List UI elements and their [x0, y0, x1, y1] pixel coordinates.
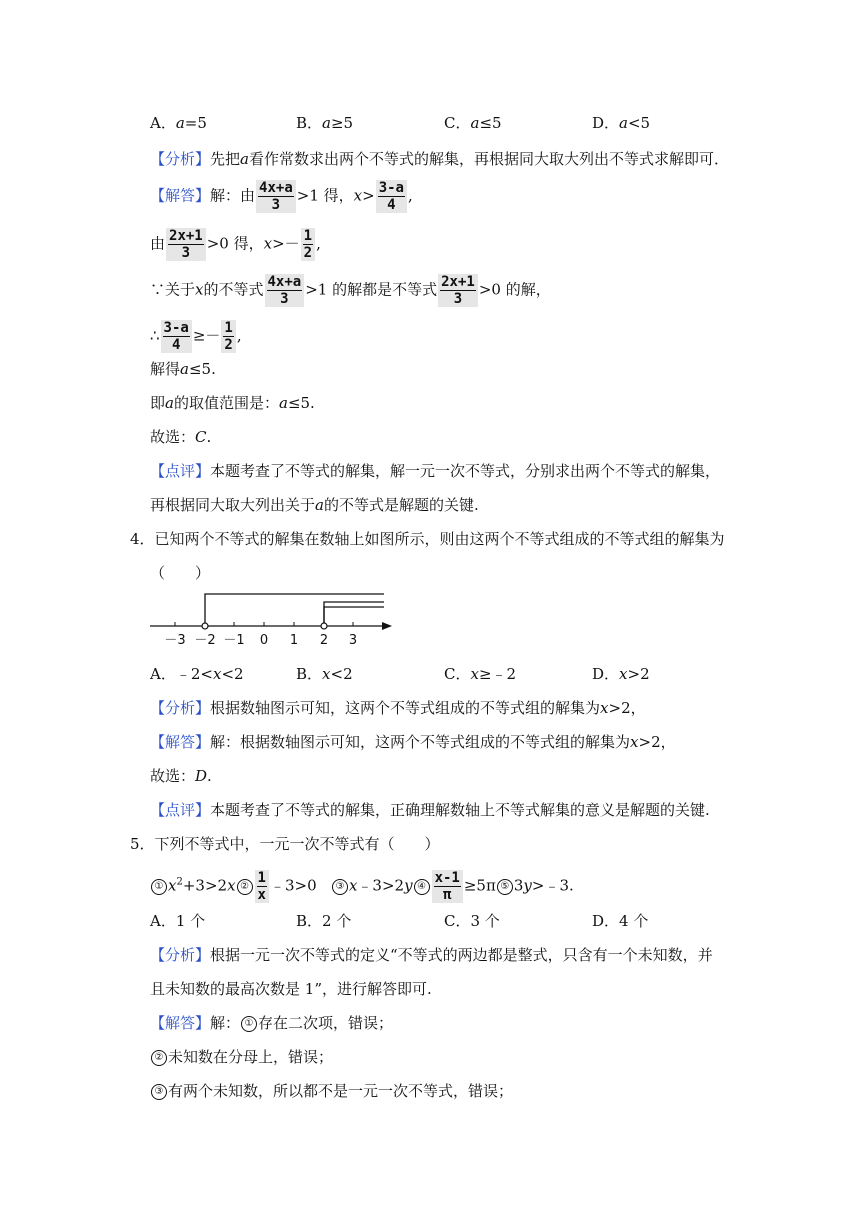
text: 再根据同大取大列出关于: [150, 496, 316, 514]
text: 的不等式是解题的关键.: [323, 496, 479, 514]
option-label: A．: [150, 665, 176, 683]
solution-line-1: [150, 180, 413, 213]
text: 解：由: [210, 186, 256, 205]
option-a: [150, 112, 207, 134]
math-var: a: [278, 394, 288, 412]
text: 4．已知两个不等式的解集在数轴上如图所示，则由这两个不等式组成的不等式组的解集为: [130, 530, 725, 548]
text: >: [362, 186, 375, 205]
answer: D: [195, 767, 208, 785]
math-var: x: [195, 280, 204, 299]
math-var: x: [348, 876, 358, 895]
denominator: 3: [280, 291, 289, 307]
text: .: [206, 428, 212, 446]
comment-line-2: [150, 494, 479, 516]
option-d: [592, 910, 648, 932]
numerator: 4x+a: [267, 274, 302, 290]
fraction: [255, 870, 269, 903]
denominator: 3: [453, 291, 463, 307]
question-5-stem: [130, 833, 440, 855]
circled-number: ①: [151, 879, 167, 895]
math-var: x: [168, 876, 177, 895]
option-d: [592, 112, 650, 134]
text: 解：: [210, 1014, 241, 1032]
open-dot: [202, 623, 208, 629]
question-5-expressions: [150, 870, 574, 903]
text: （ ）: [150, 564, 211, 582]
circled-number: ②: [237, 879, 253, 895]
math-var: y: [523, 876, 532, 895]
comment-tag: 【点评】: [150, 462, 211, 480]
tick-label: 3: [348, 633, 358, 648]
denominator: x: [257, 887, 266, 903]
option-text: ≤5: [479, 114, 502, 132]
text: ∴: [150, 326, 160, 345]
fraction: [301, 228, 315, 261]
text: ≥－: [192, 326, 221, 345]
option-label: C．: [444, 665, 471, 683]
text: 解得: [150, 360, 181, 378]
numerator: 3-a: [163, 320, 189, 336]
numerator: 4x+a: [259, 180, 293, 196]
tick-label: 2: [319, 633, 329, 648]
solution-line-7: [150, 426, 211, 448]
option-label: C．: [444, 912, 471, 930]
option-text: ﹣2<: [175, 665, 213, 683]
text: ≥5π: [463, 876, 496, 895]
question-4-stem: [130, 528, 725, 550]
analysis-tag: 【分析】: [150, 150, 211, 168]
solution-line-1: [150, 1012, 393, 1034]
fraction: [221, 320, 235, 353]
fraction: [265, 274, 305, 307]
option-var: x: [470, 665, 479, 683]
text: 的不等式: [203, 280, 264, 299]
solution-line-6: [150, 392, 315, 414]
denominator: 4: [171, 337, 181, 353]
option-var: a: [175, 114, 185, 132]
text: 根据一元一次不等式的定义“不等式的两边都是整式，只含有一个未知数，并: [210, 946, 713, 964]
option-c: [444, 663, 516, 685]
solution-tag: 【解答】: [150, 186, 211, 205]
text: 本题考查了不等式的解集，正确理解数轴上不等式解集的意义是解题的关键.: [210, 801, 710, 819]
text: 故选：: [150, 428, 196, 446]
text: ≤5.: [287, 394, 315, 412]
circled-number: ①: [241, 1016, 257, 1032]
option-d: [592, 663, 650, 685]
solution-ray-1: [205, 594, 384, 624]
solution-line-2: [150, 1046, 333, 1068]
option-var: x: [619, 665, 628, 683]
circled-number: ②: [151, 1050, 167, 1066]
number-line-figure: [146, 588, 396, 650]
text: ,: [407, 186, 413, 205]
option-text: =5: [184, 114, 207, 132]
text: >－: [272, 234, 300, 253]
text: 未知数在分母上，错误；: [168, 1048, 334, 1066]
text: 的取值范围是：: [173, 394, 279, 412]
numerator: 1: [257, 870, 266, 886]
numerator: 2x+1: [169, 228, 203, 244]
option-label: B．: [296, 912, 323, 930]
text: 本题考查了不等式的解集，解一元一次不等式，分别求出两个不等式的解集，: [210, 462, 721, 480]
denominator: 2: [224, 337, 233, 353]
option-var: x: [322, 665, 331, 683]
option-label: A．: [150, 114, 176, 132]
text: 根据数轴图示可知，这两个不等式组成的不等式组的解集为: [210, 699, 601, 717]
circled-number: ③: [151, 1084, 167, 1100]
option-var: x: [212, 665, 222, 683]
tick-label: 1: [289, 633, 299, 648]
tick-label: 0: [259, 633, 269, 648]
text: 看作常数求出两个不等式的解集，再根据同大取大列出不等式求解即可．: [248, 150, 729, 168]
option-a: [150, 663, 244, 685]
solution-ray-2: [324, 602, 384, 624]
text: 存在二次项，错误；: [258, 1014, 394, 1032]
text: .: [207, 767, 212, 785]
solution-line: [150, 731, 676, 753]
analysis-line-1: [150, 944, 713, 966]
answer: C: [195, 428, 207, 446]
option-label: C．: [444, 114, 471, 132]
math-var: x: [353, 186, 363, 205]
option-text: 2 个: [322, 912, 352, 930]
analysis-tag: 【分析】: [150, 946, 211, 964]
text: 解：根据数轴图示可知，这两个不等式组成的不等式组的解集为: [210, 733, 631, 751]
text: >﹣3.: [531, 876, 574, 895]
numerator: 1: [303, 228, 313, 244]
option-label: D．: [592, 912, 620, 930]
text: 由: [150, 234, 166, 253]
numerator: 2x+1: [441, 274, 475, 290]
solution-tag: 【解答】: [150, 733, 211, 751]
text: ,: [236, 326, 242, 345]
option-label: D．: [592, 114, 620, 132]
analysis-line: [150, 148, 729, 170]
option-text: ≥5: [330, 114, 354, 132]
text: >1 的解都是不等式: [305, 280, 438, 299]
math-var: y: [404, 876, 413, 895]
text: ﹣3>0: [269, 876, 317, 895]
tick-label: －3: [164, 633, 186, 648]
option-text: ≥﹣2: [478, 665, 517, 683]
solution-ray-2-inner: [324, 607, 384, 624]
fraction: [432, 870, 463, 903]
fraction: [438, 274, 478, 307]
math-var: x: [630, 733, 639, 751]
option-var: a: [470, 114, 480, 132]
option-text: 3 个: [470, 912, 500, 930]
option-c: [444, 112, 502, 134]
text: 且未知数的最高次数是 1”，进行解答即可.: [150, 980, 432, 998]
tick-label: －2: [194, 633, 216, 648]
tick-label: －1: [223, 633, 245, 648]
denominator: 3: [181, 245, 191, 261]
option-text: 1 个: [175, 912, 206, 930]
denominator: π: [442, 887, 452, 903]
analysis-line-2: [150, 978, 432, 1000]
math-var: a: [165, 394, 174, 412]
open-dot: [321, 623, 327, 629]
text: 即: [150, 394, 166, 412]
analysis-line: [150, 697, 646, 719]
option-text: <2: [221, 665, 244, 683]
comment-tag: 【点评】: [150, 801, 211, 819]
text: ﹣3>2: [357, 876, 405, 895]
option-label: D．: [592, 665, 620, 683]
math-var: a: [180, 360, 189, 378]
option-b: [296, 112, 353, 134]
numerator: 3-a: [378, 180, 404, 196]
analysis-tag: 【分析】: [150, 699, 211, 717]
option-text: 4 个: [619, 912, 649, 930]
option-text: >2: [627, 665, 650, 683]
circled-number: ④: [414, 879, 430, 895]
text: >0 得，: [206, 234, 264, 253]
text: 先把: [210, 150, 241, 168]
fraction: [256, 180, 296, 213]
math-var: x: [227, 876, 236, 895]
solution-line-2: [150, 228, 321, 261]
math-var: x: [263, 234, 273, 253]
math-var: a: [315, 496, 324, 514]
option-b: [296, 663, 353, 685]
fraction: [376, 180, 407, 213]
solution-line-4: [150, 320, 242, 353]
denominator: 3: [271, 197, 281, 213]
option-text: <5: [627, 114, 651, 132]
text: >2，: [638, 733, 676, 751]
solution-line-3: [150, 1080, 513, 1102]
denominator: 2: [303, 245, 313, 261]
numerator: x-1: [434, 870, 460, 886]
question-4-paren: [150, 562, 210, 584]
solution-line-3: [150, 274, 551, 307]
text: +3>2: [182, 876, 228, 895]
text: 5．下列不等式中，一元一次不等式有（ ）: [130, 835, 440, 853]
text: >1 得，: [296, 186, 354, 205]
text: ,: [316, 234, 321, 253]
option-text: <2: [330, 665, 353, 683]
text: ≤5.: [188, 360, 216, 378]
exponent: 2: [176, 876, 183, 888]
denominator: 4: [387, 197, 396, 213]
comment-line: [150, 799, 710, 821]
axis-arrow: [382, 622, 392, 630]
option-c: [444, 910, 500, 932]
option-label: B．: [296, 114, 323, 132]
math-var: a: [240, 150, 249, 168]
text: 有两个未知数，所以都不是一元一次不等式，错误；: [168, 1082, 514, 1100]
solution-line-2: [150, 765, 212, 787]
option-label: B．: [296, 665, 323, 683]
math-var: x: [600, 699, 609, 717]
fraction: [161, 320, 192, 353]
option-var: a: [619, 114, 628, 132]
comment-line-1: [150, 460, 720, 482]
circled-number: ③: [332, 879, 348, 895]
fraction: [166, 228, 206, 261]
numerator: 1: [224, 320, 233, 336]
option-label: A．: [150, 912, 176, 930]
text: 3: [513, 876, 524, 895]
circled-number: ⑤: [497, 879, 513, 895]
solution-tag: 【解答】: [150, 1014, 211, 1032]
text: ∵关于: [150, 280, 196, 299]
text: >0 的解，: [478, 280, 551, 299]
text: >2，: [608, 699, 646, 717]
text: 故选：: [150, 767, 196, 785]
option-var: a: [322, 114, 331, 132]
option-a: [150, 910, 205, 932]
solution-line-5: [150, 358, 216, 380]
option-b: [296, 910, 351, 932]
